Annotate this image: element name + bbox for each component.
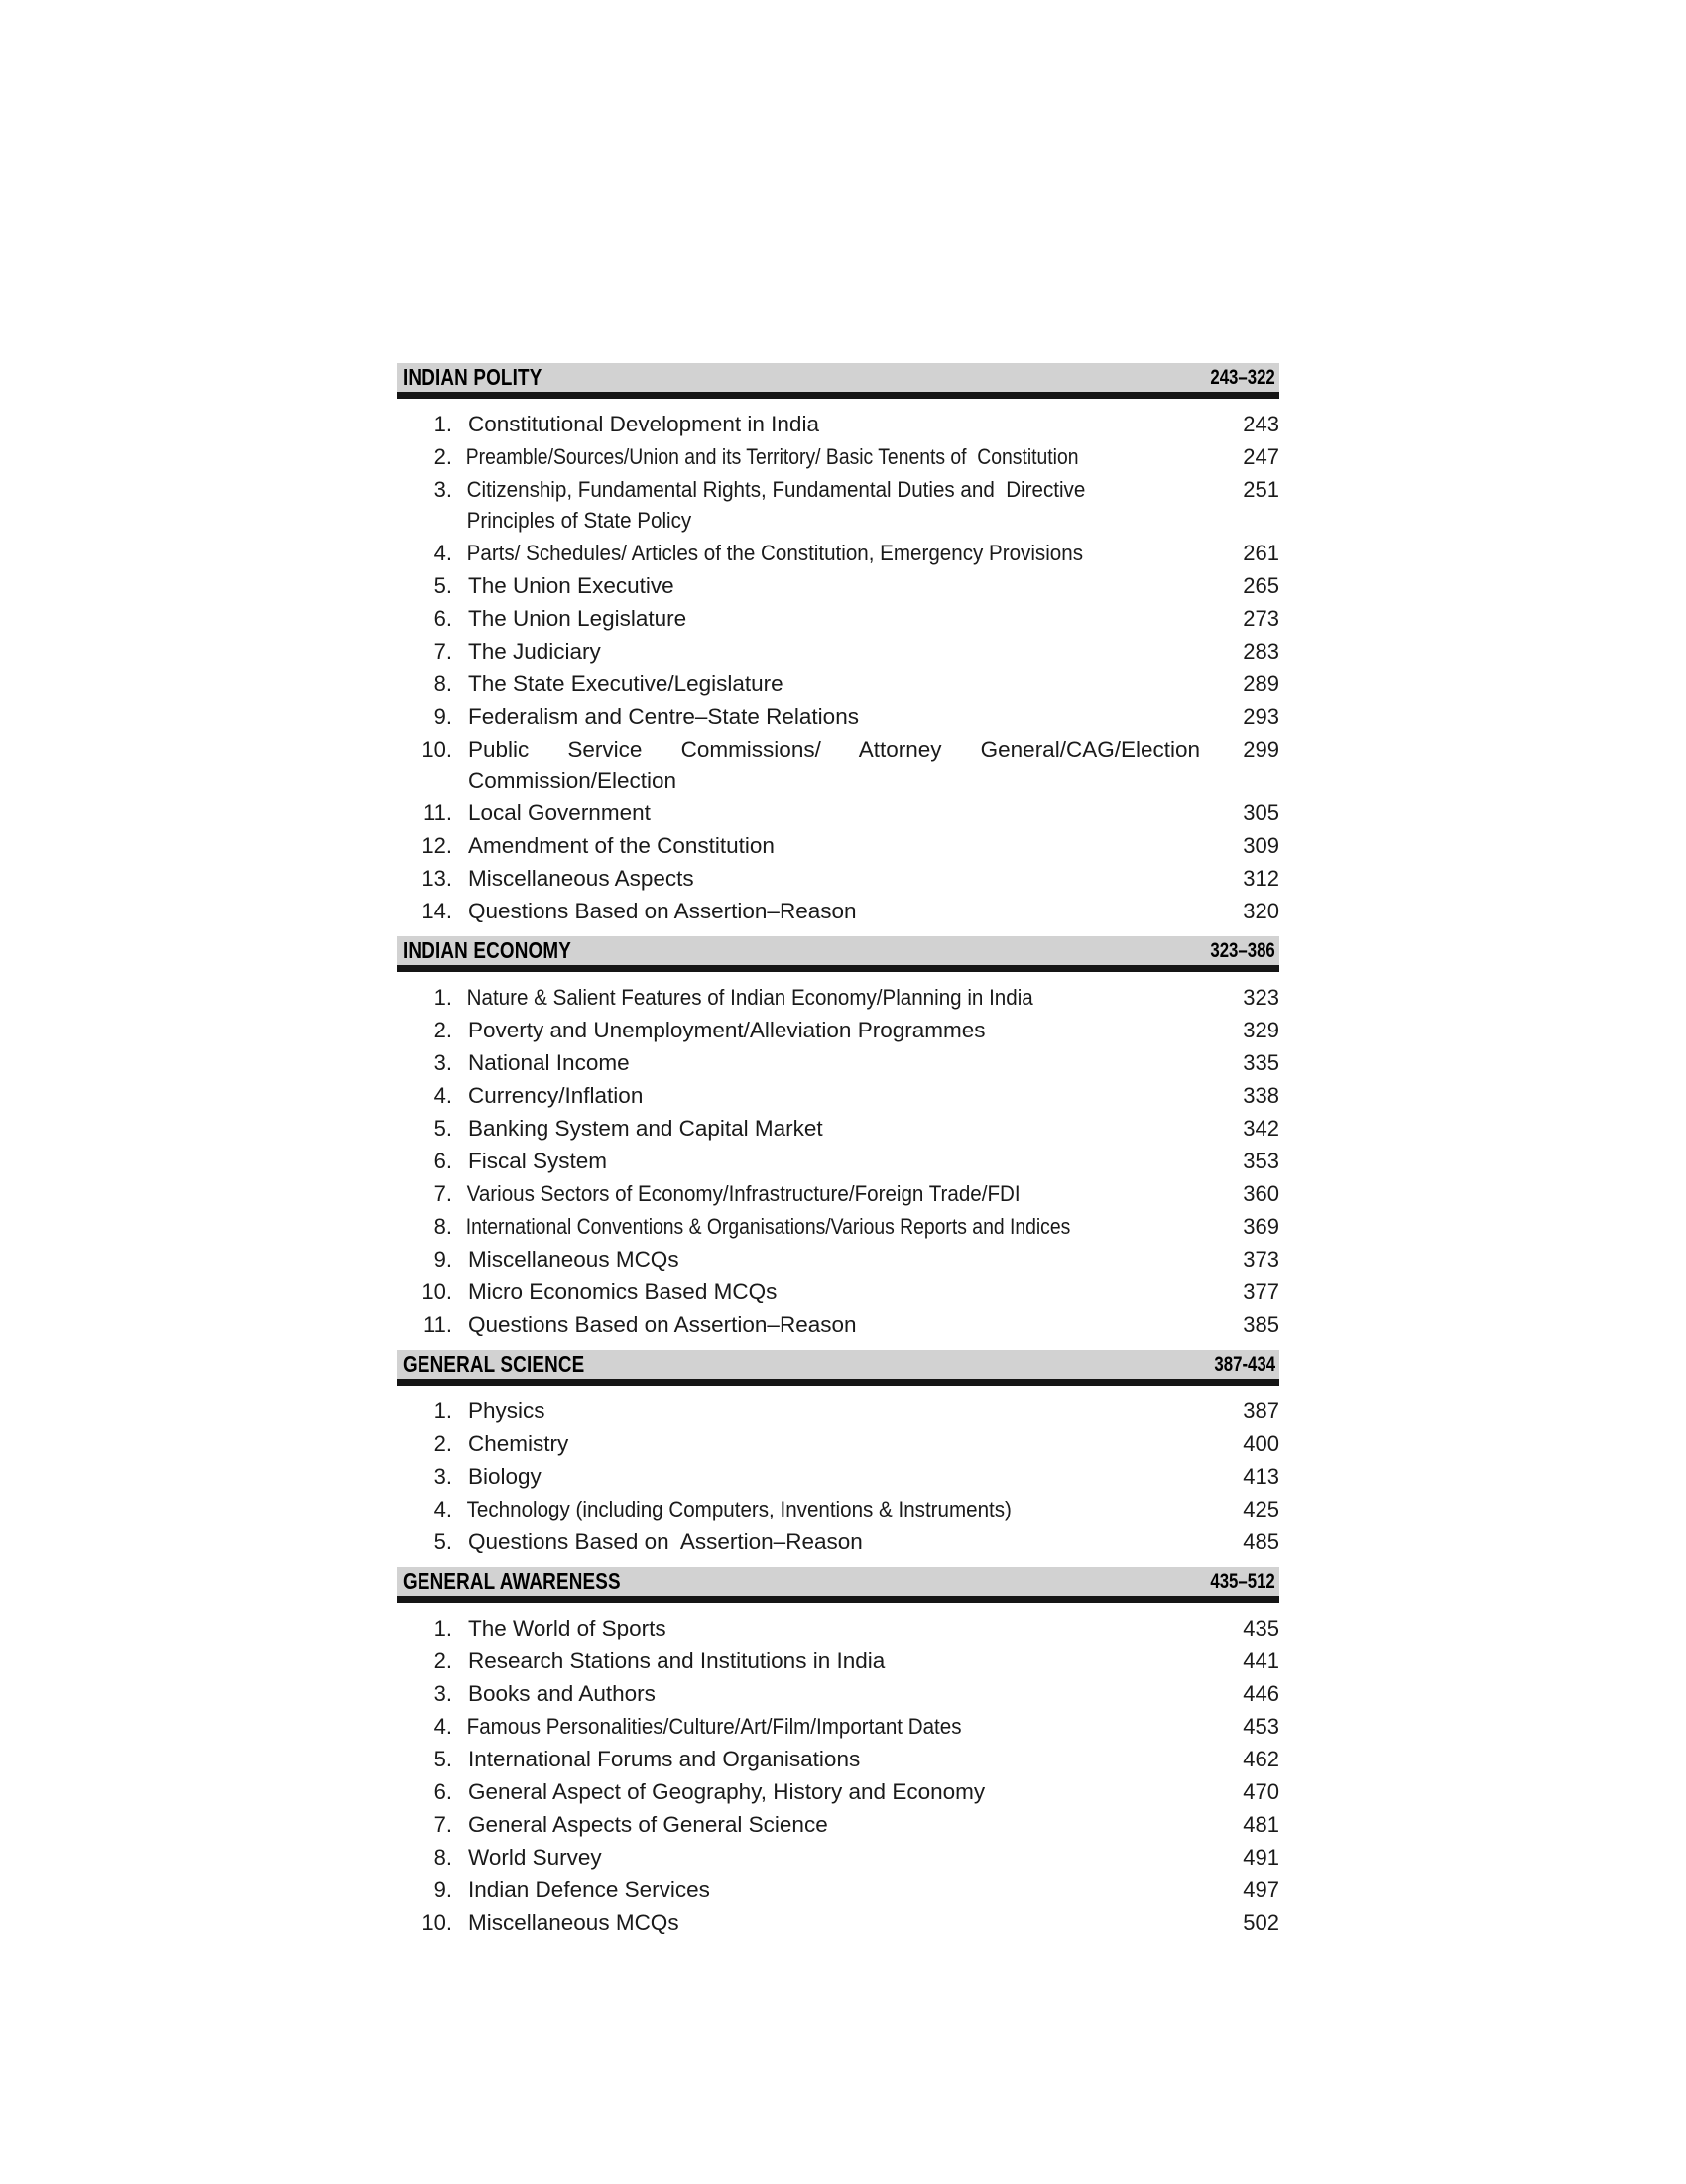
entry-title[interactable]: Parts/ Schedules/ Articles of the Constitution, Emergency Provisions: [466, 541, 1083, 565]
section-entry-list: [397, 982, 1279, 1340]
table-of-contents: [397, 363, 1279, 1948]
toc-entry[interactable]: [397, 1146, 1279, 1176]
toc-entry[interactable]: [397, 896, 1279, 926]
entry-number: 6.: [433, 1779, 452, 1804]
entry-number: 6.: [433, 606, 452, 631]
toc-entry[interactable]: [397, 1244, 1279, 1274]
entry-number: 4.: [433, 1083, 452, 1108]
entry-title[interactable]: Various Sectors of Economy/Infrastructure/Foreign Trade/FDI: [466, 1181, 1021, 1206]
toc-entry[interactable]: [397, 1494, 1279, 1524]
entry-page-number: 435: [1243, 1616, 1279, 1640]
entry-number: 7.: [433, 1812, 452, 1837]
entry-title[interactable]: International Forums and Organisations: [468, 1747, 861, 1771]
toc-entry[interactable]: [397, 863, 1279, 894]
toc-entry[interactable]: [397, 474, 1279, 536]
entry-title[interactable]: Citizenship, Fundamental Rights, Fundamental Duties and Directive Principles of State Policy: [466, 477, 1092, 533]
entry-title[interactable]: Banking System and Capital Market: [468, 1116, 823, 1141]
entry-page-number: 261: [1243, 541, 1279, 565]
toc-entry[interactable]: [397, 636, 1279, 667]
entry-title[interactable]: Poverty and Unemployment/Alleviation Programmes: [468, 1018, 986, 1042]
toc-entry[interactable]: [397, 1428, 1279, 1459]
toc-entry[interactable]: [397, 570, 1279, 601]
entry-number: 5.: [433, 573, 452, 598]
toc-entry[interactable]: [397, 797, 1279, 828]
entry-page-number: 329: [1243, 1018, 1279, 1042]
section-header-bar: [397, 1350, 1279, 1386]
entry-title[interactable]: National Income: [468, 1050, 630, 1075]
entry-number: 8.: [433, 1845, 452, 1870]
entry-title[interactable]: Miscellaneous MCQs: [468, 1910, 679, 1935]
entry-number: 13.: [422, 866, 452, 891]
entry-page-number: 289: [1243, 671, 1279, 696]
entry-title[interactable]: General Aspect of Geography, History and Economy: [468, 1779, 986, 1804]
entry-page-number: 470: [1243, 1779, 1279, 1804]
entry-title-line: Commission/Election: [468, 768, 677, 792]
entry-number: 1.: [433, 1616, 452, 1640]
entry-page-number: 400: [1243, 1431, 1279, 1456]
entry-page-number: 320: [1243, 899, 1279, 923]
entry-title[interactable]: Biology: [468, 1464, 542, 1489]
toc-entry[interactable]: [397, 734, 1279, 795]
section-title: GENERAL SCIENCE: [403, 1351, 585, 1377]
entry-page-number: 323: [1243, 985, 1279, 1010]
entry-page-number: 251: [1243, 477, 1279, 502]
entry-title[interactable]: Chemistry: [468, 1431, 569, 1456]
entry-title[interactable]: Miscellaneous MCQs: [468, 1247, 679, 1272]
toc-section: [397, 936, 1279, 1340]
entry-title[interactable]: Physics: [468, 1398, 545, 1423]
toc-entry[interactable]: [397, 1276, 1279, 1307]
entry-number: 2.: [433, 444, 452, 469]
entry-title[interactable]: World Survey: [468, 1845, 602, 1870]
entry-page-number: 335: [1243, 1050, 1279, 1075]
entry-page-number: 485: [1243, 1529, 1279, 1554]
section-entry-list: [397, 1395, 1279, 1557]
toc-section: [397, 1567, 1279, 1938]
entry-title[interactable]: International Conventions & Organisations/Various Reports and Indices: [465, 1214, 1071, 1239]
entry-page-number: 413: [1243, 1464, 1279, 1489]
entry-number: 12.: [422, 833, 452, 858]
entry-title[interactable]: The Union Executive: [468, 573, 674, 598]
entry-number: 7.: [433, 639, 452, 664]
entry-number: 8.: [433, 671, 452, 696]
toc-entry[interactable]: [397, 1526, 1279, 1557]
entry-number: 3.: [433, 477, 452, 502]
toc-section: [397, 1350, 1279, 1557]
entry-number: 3.: [433, 1464, 452, 1489]
entry-title[interactable]: Fiscal System: [468, 1149, 608, 1173]
entry-title[interactable]: Questions Based on Assertion–Reason: [468, 899, 857, 923]
entry-page-number: 293: [1243, 704, 1279, 729]
section-page-range: 435–512: [1210, 1570, 1275, 1593]
entry-title[interactable]: Miscellaneous Aspects: [468, 866, 694, 891]
entry-title[interactable]: Research Stations and Institutions in India: [468, 1648, 886, 1673]
entry-number: 1.: [433, 985, 452, 1010]
toc-entry[interactable]: [397, 1907, 1279, 1938]
entry-page-number: 338: [1243, 1083, 1279, 1108]
section-title: INDIAN ECONOMY: [403, 937, 571, 963]
entry-number: 2.: [433, 1018, 452, 1042]
toc-entry[interactable]: [397, 409, 1279, 439]
entry-title[interactable]: Currency/Inflation: [468, 1083, 644, 1108]
entry-page-number: 309: [1243, 833, 1279, 858]
toc-entry[interactable]: [397, 1875, 1279, 1905]
entry-number: 10.: [422, 1910, 452, 1935]
toc-section: [397, 363, 1279, 926]
toc-entry[interactable]: [397, 1809, 1279, 1840]
toc-entry[interactable]: [397, 1015, 1279, 1045]
entry-number: 3.: [433, 1050, 452, 1075]
section-title: INDIAN POLITY: [403, 364, 542, 390]
toc-entry[interactable]: [397, 1842, 1279, 1873]
toc-entry[interactable]: [397, 668, 1279, 699]
entry-page-number: 446: [1243, 1681, 1279, 1706]
entry-page-number: 377: [1243, 1279, 1279, 1304]
toc-entry[interactable]: [397, 1776, 1279, 1807]
entry-title[interactable]: The World of Sports: [468, 1616, 666, 1640]
entry-page-number: 387: [1243, 1398, 1279, 1423]
toc-entry[interactable]: [397, 982, 1279, 1013]
toc-entry[interactable]: [397, 603, 1279, 634]
entry-number: 6.: [433, 1149, 452, 1173]
entry-number: 9.: [433, 704, 452, 729]
entry-number: 3.: [433, 1681, 452, 1706]
entry-title[interactable]: Famous Personalities/Culture/Art/Film/Important Dates: [466, 1714, 962, 1739]
entry-number: 10.: [422, 1279, 452, 1304]
toc-entry[interactable]: [397, 701, 1279, 732]
entry-page-number: 453: [1243, 1714, 1279, 1739]
toc-entry[interactable]: [397, 1047, 1279, 1078]
section-header-bar: [397, 1567, 1279, 1603]
toc-entry[interactable]: [397, 1744, 1279, 1774]
entry-number: 5.: [433, 1747, 452, 1771]
toc-entry[interactable]: [397, 1178, 1279, 1209]
entry-page-number: 441: [1243, 1648, 1279, 1673]
entry-number: 1.: [433, 412, 452, 436]
toc-entry[interactable]: [397, 441, 1279, 472]
toc-entry[interactable]: [397, 1080, 1279, 1111]
entry-number: 5.: [433, 1529, 452, 1554]
entry-page-number: 481: [1243, 1812, 1279, 1837]
entry-number: 9.: [433, 1247, 452, 1272]
entry-number: 2.: [433, 1648, 452, 1673]
entry-title[interactable]: General Aspects of General Science: [468, 1812, 828, 1837]
entry-title[interactable]: Books and Authors: [468, 1681, 656, 1706]
entry-number: 7.: [433, 1181, 452, 1206]
entry-page-number: 283: [1243, 639, 1279, 664]
entry-page-number: 360: [1243, 1181, 1279, 1206]
toc-entry[interactable]: [397, 1711, 1279, 1742]
entry-page-number: 502: [1243, 1910, 1279, 1935]
entry-number: 2.: [433, 1431, 452, 1456]
entry-title[interactable]: Questions Based on Assertion–Reason: [468, 1529, 863, 1554]
toc-entry[interactable]: [397, 1678, 1279, 1709]
entry-title[interactable]: Micro Economics Based MCQs: [468, 1279, 778, 1304]
entry-number: 4.: [433, 1714, 452, 1739]
entry-number: 5.: [433, 1116, 452, 1141]
entry-page-number: 462: [1243, 1747, 1279, 1771]
section-page-range: 323–386: [1210, 939, 1275, 962]
entry-page-number: 273: [1243, 606, 1279, 631]
entry-title[interactable]: Technology (including Computers, Inventions & Instruments): [466, 1497, 1012, 1521]
entry-title[interactable]: [452, 734, 1210, 795]
section-page-range: 387-434: [1214, 1353, 1275, 1376]
toc-entry[interactable]: [397, 1395, 1279, 1426]
entry-page-number: 385: [1243, 1312, 1279, 1337]
entry-page-number: 243: [1243, 412, 1279, 436]
toc-entry[interactable]: [397, 1211, 1279, 1242]
entry-title[interactable]: Local Government: [468, 800, 651, 825]
entry-page-number: 342: [1243, 1116, 1279, 1141]
entry-title[interactable]: Questions Based on Assertion–Reason: [468, 1312, 857, 1337]
entry-page-number: 265: [1243, 573, 1279, 598]
entry-page-number: 369: [1243, 1214, 1279, 1239]
section-header-bar: [397, 936, 1279, 972]
section-header-bar: [397, 363, 1279, 399]
toc-entry[interactable]: [397, 830, 1279, 861]
entry-page-number: 353: [1243, 1149, 1279, 1173]
section-entry-list: [397, 409, 1279, 926]
entry-number: 11.: [423, 800, 452, 825]
entry-page-number: 247: [1243, 444, 1279, 469]
entry-page-number: 299: [1243, 737, 1279, 762]
section-title: GENERAL AWARENESS: [403, 1568, 621, 1594]
entry-title[interactable]: Preamble/Sources/Union and its Territory/ Basic Tenents of Constitution: [465, 444, 1079, 469]
entry-title-line: Public Service Commissions/ Attorney General/CAG/Election: [468, 737, 1200, 762]
entry-number: 11.: [423, 1312, 452, 1337]
entry-title[interactable]: Amendment of the Constitution: [468, 833, 775, 858]
entry-title[interactable]: Constitutional Development in India: [468, 412, 819, 436]
toc-entry[interactable]: [397, 1645, 1279, 1676]
entry-number: 4.: [433, 1497, 452, 1521]
entry-number: 8.: [433, 1214, 452, 1239]
entry-title[interactable]: The Union Legislature: [468, 606, 687, 631]
entry-page-number: 373: [1243, 1247, 1279, 1272]
entry-title[interactable]: The State Executive/Legislature: [468, 671, 783, 696]
entry-number: 4.: [433, 541, 452, 565]
entry-number: 1.: [433, 1398, 452, 1423]
toc-entry[interactable]: [397, 1613, 1279, 1643]
entry-title[interactable]: Federalism and Centre–State Relations: [468, 704, 859, 729]
entry-title[interactable]: The Judiciary: [468, 639, 601, 664]
entry-title[interactable]: Indian Defence Services: [468, 1878, 710, 1902]
entry-title[interactable]: Nature & Salient Features of Indian Economy/Planning in India: [466, 985, 1033, 1010]
toc-entry[interactable]: [397, 1113, 1279, 1144]
toc-entry[interactable]: [397, 538, 1279, 568]
entry-page-number: 312: [1243, 866, 1279, 891]
section-entry-list: [397, 1613, 1279, 1938]
entry-number: 9.: [433, 1878, 452, 1902]
entry-page-number: 425: [1243, 1497, 1279, 1521]
toc-entry[interactable]: [397, 1461, 1279, 1492]
section-page-range: 243–322: [1210, 366, 1275, 389]
entry-page-number: 491: [1243, 1845, 1279, 1870]
entry-page-number: 497: [1243, 1878, 1279, 1902]
entry-page-number: 305: [1243, 800, 1279, 825]
entry-number: 10.: [422, 737, 452, 762]
entry-number: 14.: [422, 899, 452, 923]
toc-entry[interactable]: [397, 1309, 1279, 1340]
